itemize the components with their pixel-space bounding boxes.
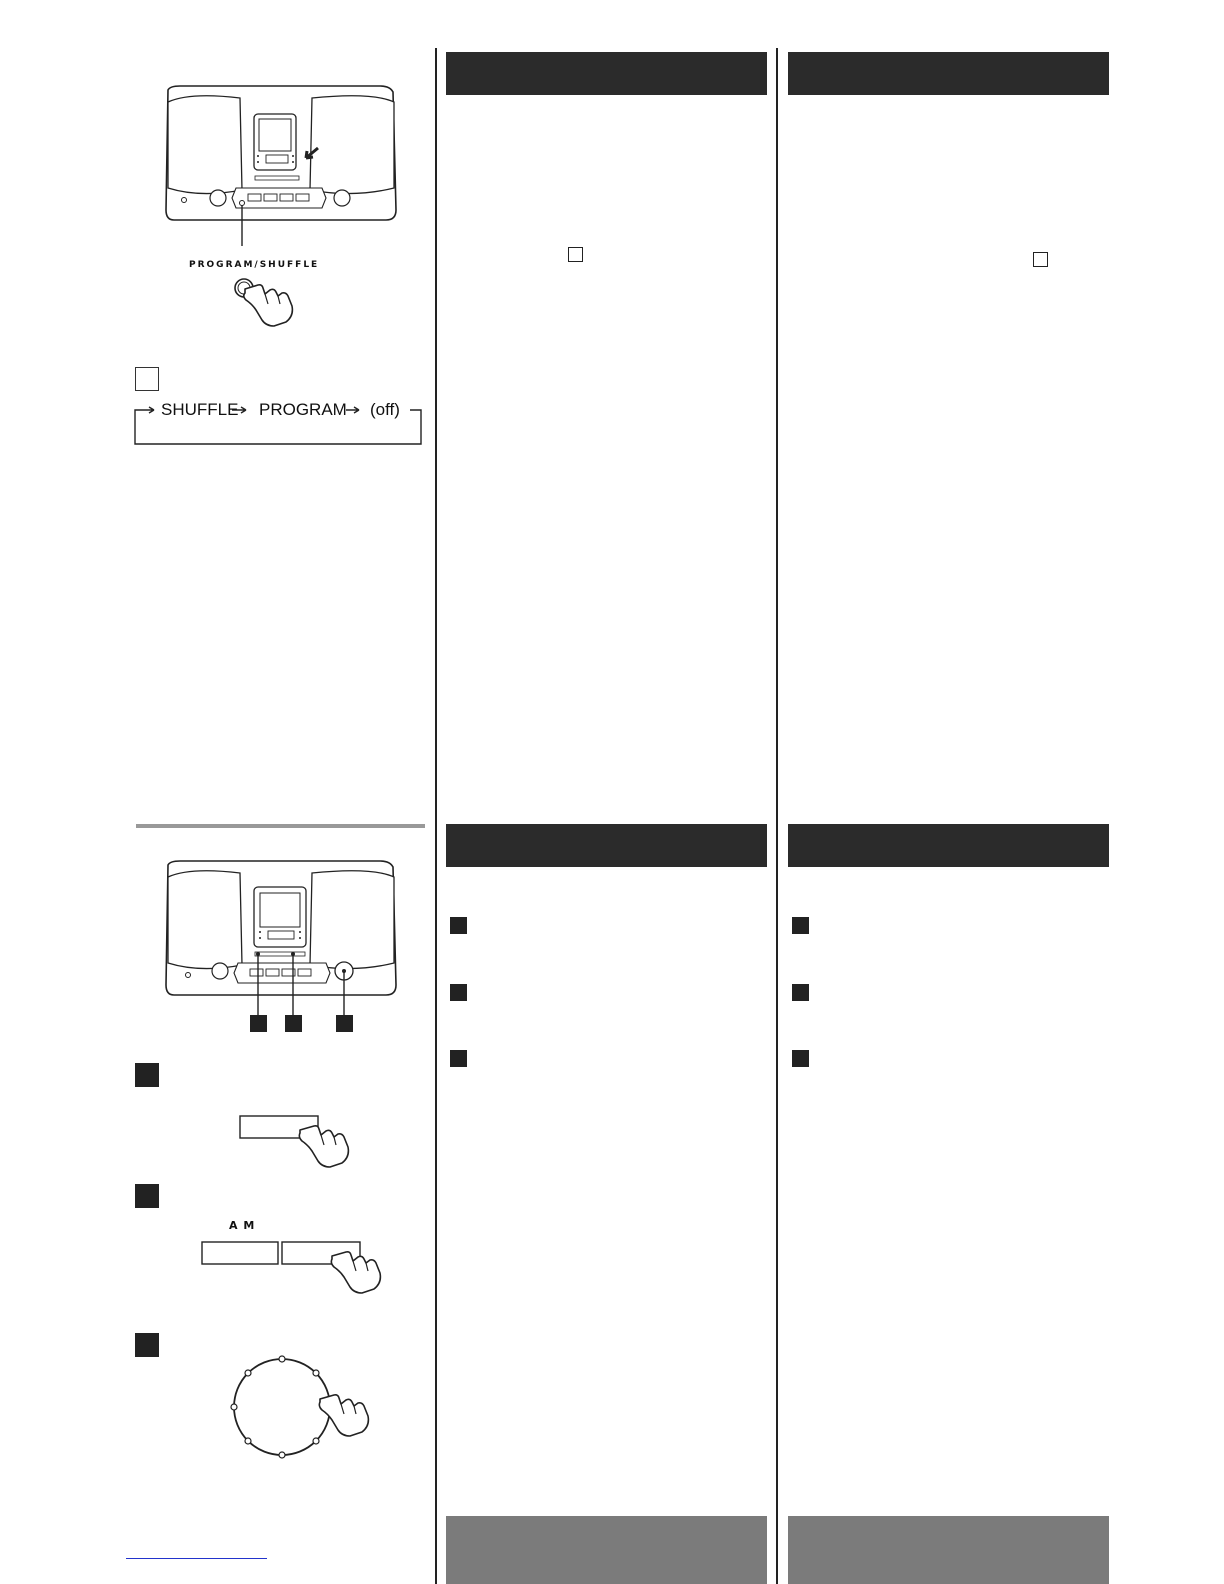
figure-reference-box (1033, 252, 1048, 267)
page-link-underline[interactable] (126, 1558, 267, 1559)
step-marker-2 (450, 984, 467, 1001)
band-label-am: A M (229, 1219, 256, 1232)
sequence-step-program: PROGRAM (259, 400, 347, 419)
figure-reference-box (568, 247, 583, 262)
section-header-bar (788, 52, 1109, 95)
step-marker-1 (450, 917, 467, 934)
callout-marker-1 (250, 1015, 267, 1032)
section-header-bar (788, 824, 1109, 867)
step-marker-3 (135, 1333, 159, 1357)
section-header-bar (446, 52, 767, 95)
figure-reference-box (135, 367, 159, 391)
band-buttons-illustration (200, 1238, 385, 1298)
step-marker-2 (135, 1184, 159, 1208)
radio-device-illustration-top (150, 80, 410, 230)
column-divider-left (435, 48, 437, 1584)
step-marker-1 (792, 917, 809, 934)
power-button-illustration (238, 1112, 358, 1172)
sequence-step-off: (off) (370, 400, 400, 419)
pointing-hand-icon (232, 276, 302, 328)
column-divider-right (776, 48, 778, 1584)
step-marker-2 (792, 984, 809, 1001)
section-header-bar (446, 824, 767, 867)
callout-marker-2 (285, 1015, 302, 1032)
footer-bar (446, 1516, 767, 1584)
footer-bar (788, 1516, 1109, 1584)
step-marker-3 (792, 1050, 809, 1067)
radio-device-illustration-bottom (150, 855, 410, 1005)
tuning-dial-illustration (228, 1355, 378, 1460)
callout-marker-3 (336, 1015, 353, 1032)
sequence-step-shuffle: SHUFFLE (161, 400, 239, 419)
program-shuffle-label: PROGRAM/SHUFFLE (189, 260, 320, 270)
step-marker-3 (450, 1050, 467, 1067)
step-marker-1 (135, 1063, 159, 1087)
section-divider-rule (136, 824, 425, 828)
